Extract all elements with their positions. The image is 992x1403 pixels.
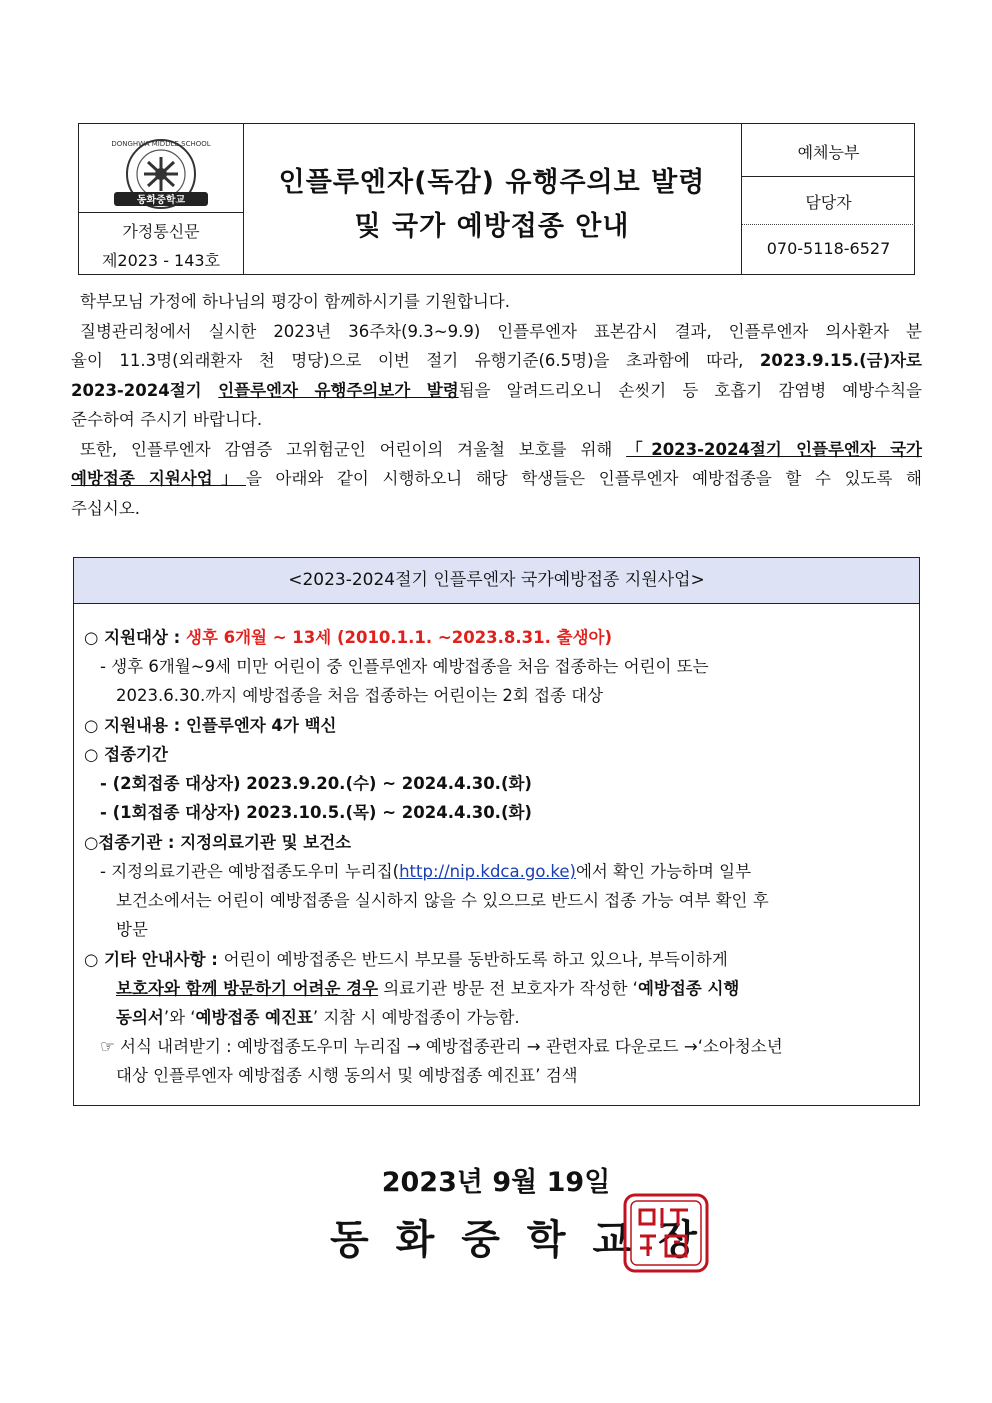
intro-text: 또한, 인플루엔자 감염증 고위험군인 어린이의 겨울철 보호를 위해	[80, 439, 627, 459]
page-title-line2: 및 국가 예방접종 안내	[354, 211, 630, 242]
svg-text:DONGHWA MIDDLE SCHOOL: DONGHWA MIDDLE SCHOOL	[111, 140, 211, 148]
intro-advisory-underline: 인플루엔자 유행주의보가 발령	[218, 380, 459, 400]
intro-p3-line3: 주십시오.	[71, 498, 141, 518]
intro-body	[71, 287, 922, 523]
period-item-1: - (2회접종 대상자) 2023.9.20.(수) ~ 2024.4.30.(화)	[100, 774, 532, 793]
etc-text: ’ 지참 시 예방접종이 가능함.	[312, 1008, 520, 1027]
intro-program-underline: 예방접종 지원사업」	[71, 469, 246, 488]
contact-label: 담당자	[805, 193, 852, 212]
school-logo	[106, 136, 216, 218]
intro-p2-line1: 질병관리청에서 실시한 2023년 36주차(9.3~9.9) 인플루엔자 표본감시 결과, 인플루엔자 의사환자 분	[80, 321, 922, 341]
intro-p2-line2	[71, 346, 922, 376]
target-label: ○ 지원대상 :	[84, 628, 186, 647]
etc-text: 어린이 예방접종은 반드시 부모를 동반하도록 하고 있으나, 부득이하게	[223, 950, 728, 969]
logo-cell	[79, 124, 244, 274]
intro-p3-line2	[71, 464, 922, 494]
etc-text: 의료기관 방문 전 보호자가 작성한 ‘	[378, 979, 638, 998]
place-note3: 방문	[116, 920, 148, 939]
period-item-2: - (1회접종 대상자) 2023.10.5.(목) ~ 2024.4.30.(화)	[100, 803, 532, 822]
contact-phone: 070-5118-6527	[766, 239, 891, 258]
etc-bold: 예방접종 시행	[637, 979, 740, 998]
place-text: - 지정의료기관은 예방접종도우미 누리집(	[100, 862, 400, 881]
intro-p3-line1	[71, 435, 922, 465]
target-note2: 2023.6.30.까지 예방접종을 처음 접종하는 어린이는 2회 접종 대상	[116, 686, 604, 705]
target-value: 생후 6개월 ~ 13세 (2010.1.1. ~2023.8.31. 출생아)	[186, 628, 613, 647]
title-cell	[243, 124, 741, 274]
intro-text: 됨을 알려드리오니 손씻기 등 호흡기 감염병 예방수칙을	[458, 380, 922, 400]
page-title-line1: 인플루엔자(독감) 유행주의보 발령	[278, 167, 706, 198]
etc-bold: 동의서	[116, 1008, 164, 1027]
target-line	[84, 624, 612, 648]
form-download-line2: 대상 인플루엔자 예방접종 시행 동의서 및 예방접종 예진표’ 검색	[116, 1066, 578, 1085]
period-label: ○ 접종기간	[84, 745, 168, 764]
form-download-line1: ☞ 서식 내려받기 : 예방접종도우미 누리집 → 예방접종관리 → 관련자료 다운로드 →‘소아청소년	[100, 1037, 783, 1056]
principal-seal	[622, 1192, 710, 1274]
etc-text: ’와 ‘	[163, 1008, 196, 1027]
place-note2: 보건소에서는 어린이 예방접종을 실시하지 않을 수 있으므로 반드시 접종 가능 여부 확인 후	[116, 891, 769, 910]
intro-date-bold: 2023.9.15.(금)자로	[759, 351, 922, 370]
etc-bold: 예방접종 예진표	[195, 1008, 313, 1027]
place-text: 에서 확인 가능하며 일부	[575, 862, 752, 881]
intro-p2-line4: 준수하여 주시기 바랍니다.	[71, 410, 263, 429]
program-box	[73, 557, 920, 1106]
place-note1	[84, 858, 751, 882]
intro-greeting: 학부모님 가정에 하나님의 평강이 함께하시기를 기원합니다.	[80, 292, 510, 311]
contact-cell	[741, 124, 915, 274]
nip-link[interactable]: http://nip.kdca.go.ke)	[399, 862, 576, 881]
etc-underline: 보호자와 함께 방문하기 어려운 경우	[116, 979, 379, 998]
etc-line2	[84, 975, 739, 999]
school-principal: 동화중학교장	[330, 1217, 724, 1263]
intro-p2-line3	[71, 376, 922, 406]
newsletter-number: 제2023 - 143호	[101, 251, 221, 270]
intro-season-bold: 2023-2024절기	[71, 380, 219, 400]
place-label: ○접종기관 : 지정의료기관 및 보건소	[84, 833, 352, 852]
intro-text: 율이 11.3명(외래환자 천 명당)으로 이번 절기 유행기준(6.5명)을 초과함에 따라,	[71, 351, 760, 370]
etc-line3	[84, 1004, 520, 1028]
etc-line1	[84, 946, 728, 970]
content-line: ○ 지원내용 : 인플루엔자 4가 백신	[84, 716, 337, 735]
intro-text: 을 아래와 같이 시행하오니 해당 학생들은 인플루엔자 예방접종을 할 수 있도록 해	[245, 469, 922, 488]
svg-text:동화중학교: 동화중학교	[136, 195, 186, 206]
target-note1: - 생후 6개월~9세 미만 어린이 중 인플루엔자 예방접종을 처음 접종하는 어린이 또는	[100, 657, 709, 676]
header-table	[78, 123, 915, 275]
newsletter-label: 가정통신문	[122, 222, 200, 241]
intro-program-underline: 「2023-2024절기 인플루엔자 국가	[626, 439, 922, 459]
program-heading: <2023-2024절기 인플루엔자 국가예방접종 지원사업>	[74, 558, 919, 604]
issue-date: 2023년 9월 19일	[381, 1167, 611, 1198]
department-label: 예체능부	[797, 143, 860, 162]
etc-label: ○ 기타 안내사항 :	[84, 950, 224, 969]
